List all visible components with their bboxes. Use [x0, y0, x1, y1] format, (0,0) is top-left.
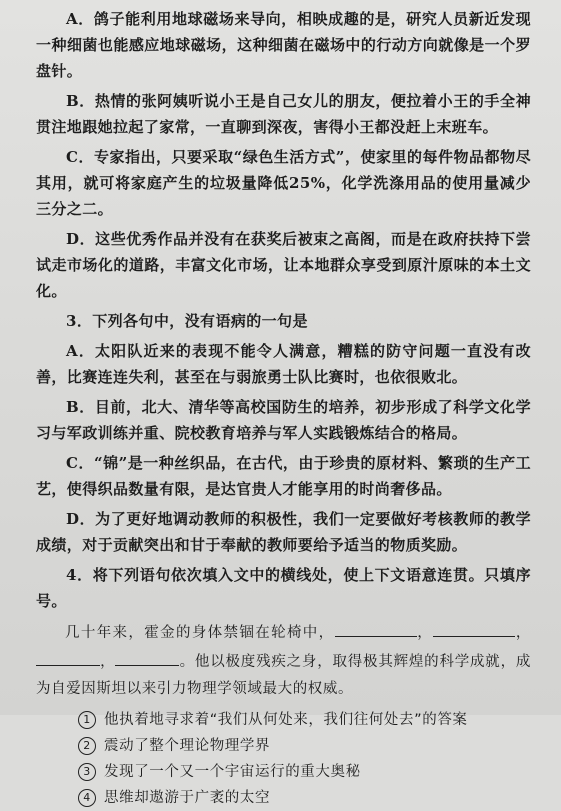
sentence-text: 他执着地寻求着“我们从何处来，我们往何处去”的答案: [104, 712, 468, 728]
passage-start: 几十年来，霍金的身体禁锢在轮椅中，: [65, 625, 335, 641]
option-2a: A．鸽子能利用地球磁场来导向，相映成趣的是，研究人员新近发现一种细菌也能感应地球磁场，这种细菌在磁场中的行动方向就像是一个罗盘针。: [36, 10, 531, 80]
circled-number: 1: [78, 711, 96, 729]
circled-number: 2: [78, 737, 96, 755]
question-4-title: 4．将下列语句依次填入文中的横线处，使上下文语意连贯。只填序号。: [36, 566, 531, 610]
sentence-item-2: [78, 733, 531, 759]
blank-1[interactable]: [335, 618, 417, 637]
option-3c: C．“锦”是一种丝织品，在古代，由于珍贵的原材料、繁琐的生产工艺，使得织品数量有限，是达官贵人才能享用的时尚奢侈品。: [36, 454, 531, 498]
option-3a: A．太阳队近来的表现不能令人满意，糟糕的防守问题一直没有改善，比赛连连失利，甚至在与弱旅勇士队比赛时，也依很败北。: [36, 342, 531, 386]
sentence-text: 思维却遨游于广袤的太空: [104, 790, 271, 806]
sentence-text: 发现了一个又一个宇宙运行的重大奥秘: [104, 764, 361, 780]
circled-number: 4: [78, 789, 96, 807]
option-3b: B．目前，北大、清华等高校国防生的培养，初步形成了科学文化学习与军政训练并重、院校教育培养与军人实践锻炼结合的格局。: [36, 398, 531, 442]
blank-2[interactable]: [433, 618, 515, 637]
option-2c: C．专家指出，只要采取“绿色生活方式”，使家里的每件物品都物尽其用，就可将家庭产生的垃圾量降低25%，化学洗涤用品的使用量减少三分之二。: [36, 148, 531, 218]
fill-in-passage: 几十年来，霍金的身体禁锢在轮椅中， ， ，， 。他以极度残疾之身，取得极其辉煌的科学成就，成为自爱因斯坦以来引力物理学领域最大的权威。: [36, 618, 531, 703]
sentence-item-3: [78, 759, 531, 785]
circled-number: 3: [78, 763, 96, 781]
blank-4[interactable]: [115, 647, 179, 666]
option-2d: D．这些优秀作品并没有在获奖后被束之高阁，而是在政府扶持下尝试走市场化的道路，丰富文化市场，让本地群众享受到原汁原味的本土文化。: [36, 230, 531, 300]
sentence-item-1: [78, 707, 531, 733]
sentence-text: 震动了整个理论物理学界: [104, 738, 271, 754]
sentence-list: [36, 707, 531, 811]
sentence-item-4: [78, 785, 531, 811]
passage-end: 。他以极度残疾之身，取得极其辉煌的科学成就，成为自爱因斯坦以来引力物理学领域最大的权威。: [36, 654, 531, 697]
option-3d: D．为了更好地调动教师的积极性，我们一定要做好考核教师的教学成绩，对于贡献突出和甘于奉献的教师要给予适当的物质奖励。: [36, 510, 531, 554]
option-2b: B．热情的张阿姨听说小王是自己女儿的朋友，便拉着小王的手全神贯注地跟她拉起了家常，一直聊到深夜，害得小王都没赶上末班车。: [36, 92, 531, 136]
blank-3[interactable]: [36, 647, 100, 666]
question-3-title: 3．下列各句中，没有语病的一句是: [66, 312, 308, 330]
